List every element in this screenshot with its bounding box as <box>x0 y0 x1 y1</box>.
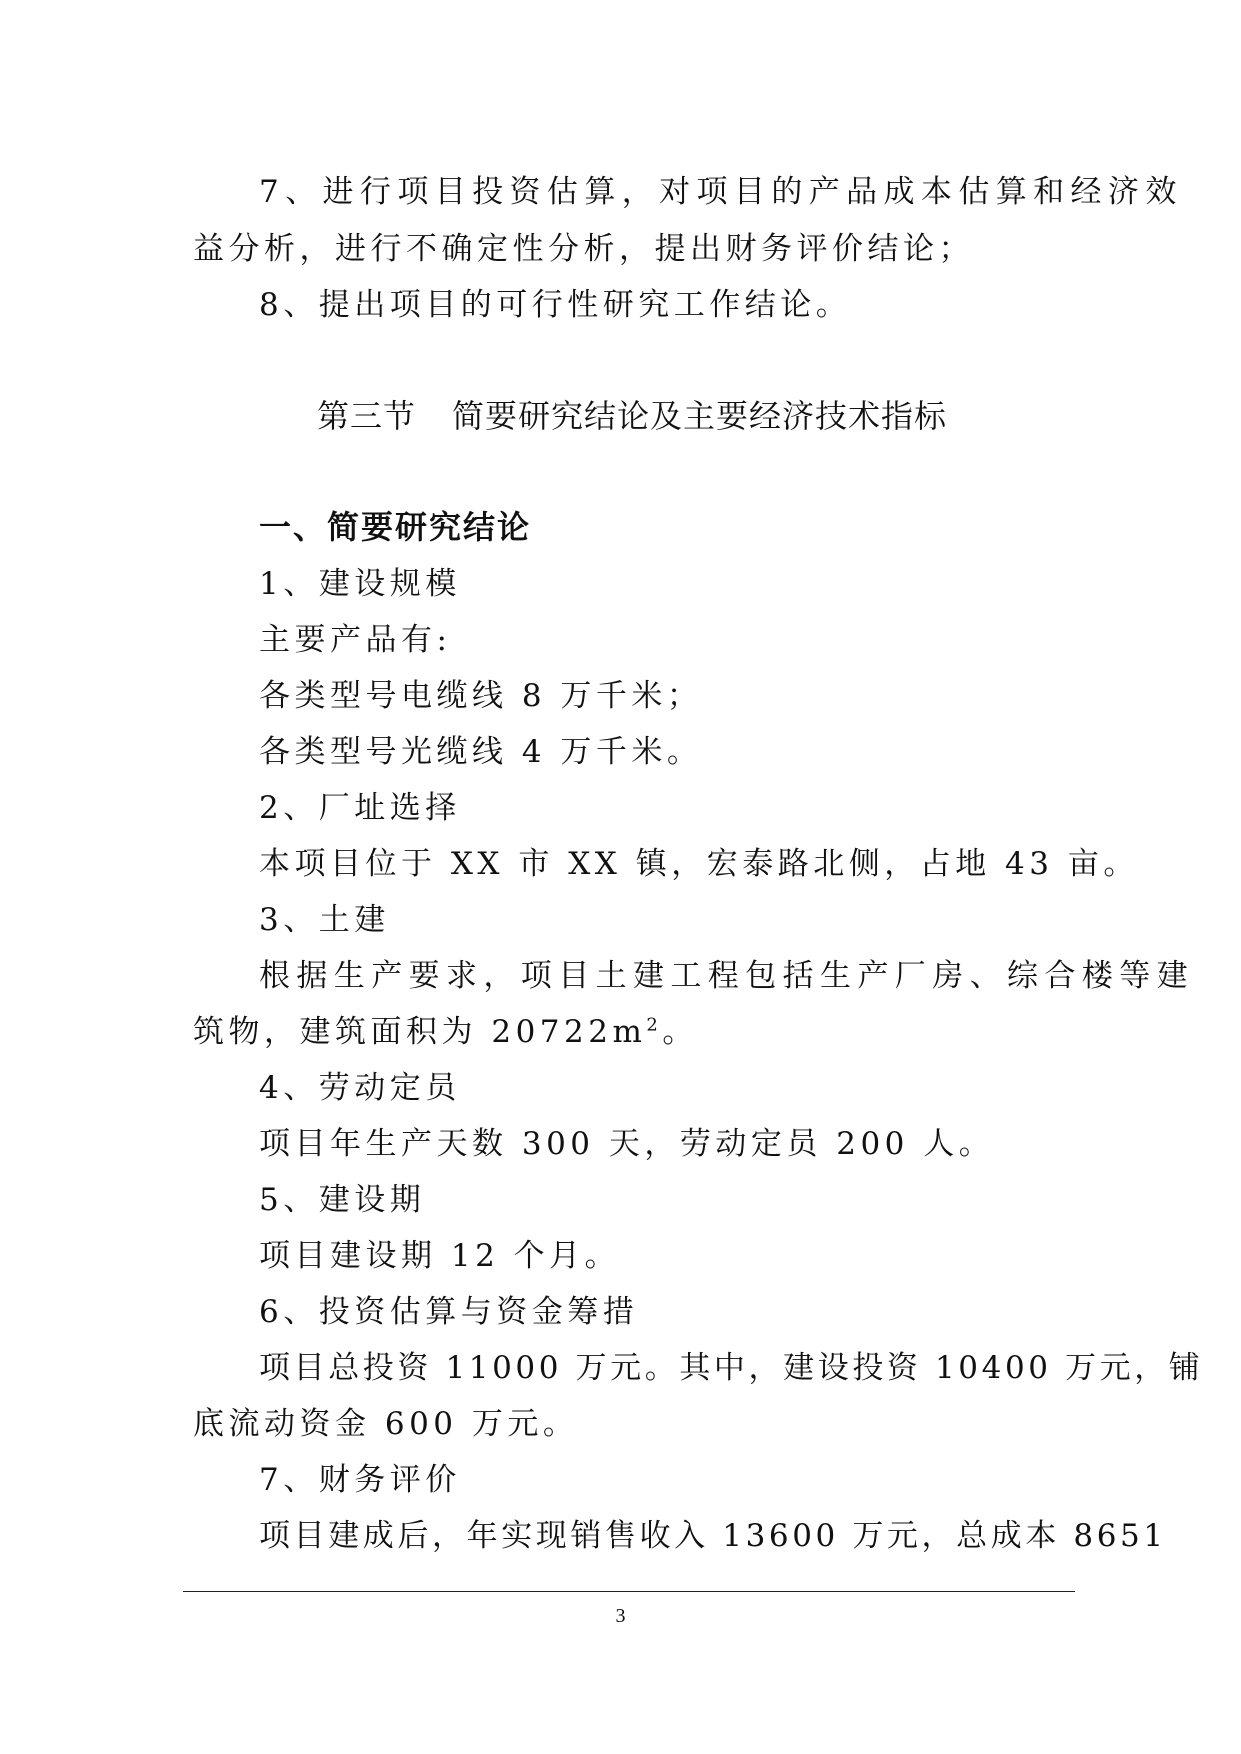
page-number: 3 <box>615 1605 626 1627</box>
section-title-text: 简要研究结论及主要经济技术指标 <box>452 397 948 435</box>
period-text: 项目建设期 12 个月。 <box>259 1238 621 1274</box>
scale-label: 1、建设规模 <box>259 566 461 602</box>
finance-label: 7、财务评价 <box>259 1462 461 1498</box>
civil-label: 3、土建 <box>259 902 390 938</box>
civil-line1: 根据生产要求，项目土建工程包括生产厂房、综合楼等建 <box>259 958 1194 994</box>
finance-line1: 项目建成后，年实现销售收入 13600 万元，总成本 8651 <box>259 1518 1167 1554</box>
scale-intro: 主要产品有: <box>259 622 452 658</box>
scale-product-2: 各类型号光缆线 4 万千米。 <box>259 734 703 770</box>
civil-line2-text: 筑物，建筑面积为 20722m <box>193 1014 647 1050</box>
civil-line2-end: 。 <box>662 1014 698 1050</box>
item8: 8、提出项目的可行性研究工作结论。 <box>259 287 852 323</box>
labor-label: 4、劳动定员 <box>259 1070 461 1106</box>
site-label: 2、厂址选择 <box>259 790 461 826</box>
section-number: 第三节 <box>317 397 417 435</box>
item7-line2: 益分析，进行不确定性分析，提出财务评价结论； <box>193 231 974 267</box>
scale-product-1: 各类型号电缆线 8 万千米； <box>259 678 703 714</box>
period-label: 5、建设期 <box>259 1182 426 1218</box>
investment-label: 6、投资估算与资金筹措 <box>259 1294 639 1330</box>
area-unit-superscript: 2 <box>646 1014 663 1036</box>
civil-line2 <box>193 1012 698 1052</box>
investment-line1: 项目总投资 11000 万元。其中，建设投资 10400 万元，铺 <box>259 1350 1204 1386</box>
item7-line1: 7、进行项目投资估算，对项目的产品成本估算和经济效 <box>259 174 1183 210</box>
footer-divider <box>183 1591 1075 1592</box>
labor-text: 项目年生产天数 300 天，劳动定员 200 人。 <box>259 1126 995 1162</box>
section-title <box>317 396 947 436</box>
subsection-heading: 一、简要研究结论 <box>259 508 532 546</box>
site-text: 本项目位于 XX 市 XX 镇，宏泰路北侧，占地 43 亩。 <box>259 846 1139 882</box>
investment-line2: 底流动资金 600 万元。 <box>193 1406 579 1442</box>
